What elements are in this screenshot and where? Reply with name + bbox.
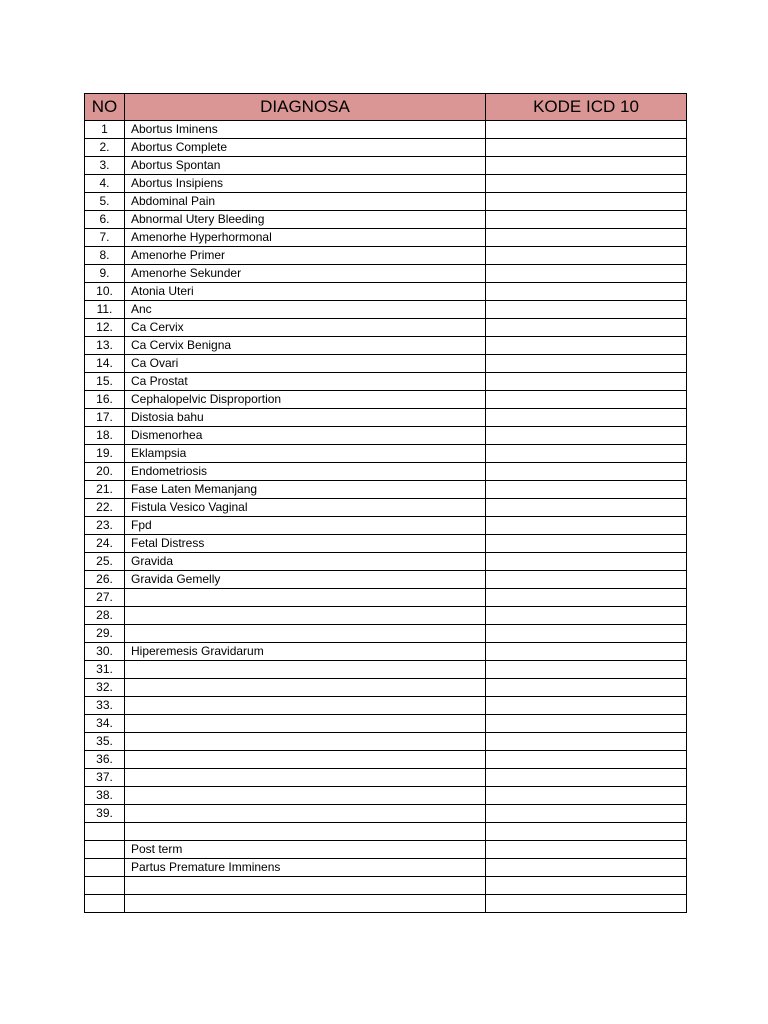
icd-code-cell xyxy=(486,715,687,733)
table-row xyxy=(85,265,687,283)
table-row xyxy=(85,841,687,859)
row-number: 1 xyxy=(85,121,125,139)
table-row xyxy=(85,463,687,481)
table-row xyxy=(85,499,687,517)
icd-code-cell xyxy=(486,643,687,661)
table-row xyxy=(85,229,687,247)
table-row xyxy=(85,751,687,769)
icd-code-cell xyxy=(486,463,687,481)
row-number: 12. xyxy=(85,319,125,337)
row-number: 5. xyxy=(85,193,125,211)
table-row xyxy=(85,373,687,391)
diagnosis-cell: Abnormal Utery Bleeding xyxy=(125,211,486,229)
diagnosis-cell xyxy=(125,823,486,841)
table-row xyxy=(85,607,687,625)
row-number: 2. xyxy=(85,139,125,157)
diagnosis-cell: Abortus Spontan xyxy=(125,157,486,175)
icd-code-cell xyxy=(486,337,687,355)
row-number: 21. xyxy=(85,481,125,499)
table-row xyxy=(85,661,687,679)
row-number: 24. xyxy=(85,535,125,553)
row-number: 15. xyxy=(85,373,125,391)
diagnosis-cell xyxy=(125,895,486,913)
table-row xyxy=(85,409,687,427)
row-number: 18. xyxy=(85,427,125,445)
row-number: 37. xyxy=(85,769,125,787)
diagnosis-cell: Anc xyxy=(125,301,486,319)
diagnosis-cell xyxy=(125,697,486,715)
icd-code-cell xyxy=(486,553,687,571)
row-number: 30. xyxy=(85,643,125,661)
icd-code-cell xyxy=(486,697,687,715)
icd-code-cell xyxy=(486,391,687,409)
icd-code-cell xyxy=(486,517,687,535)
row-number: 14. xyxy=(85,355,125,373)
icd-code-cell xyxy=(486,787,687,805)
icd-code-cell xyxy=(486,535,687,553)
diagnosis-cell: Ca Prostat xyxy=(125,373,486,391)
diagnosis-cell xyxy=(125,733,486,751)
icd-code-cell xyxy=(486,409,687,427)
icd-code-cell xyxy=(486,445,687,463)
diagnosis-cell: Atonia Uteri xyxy=(125,283,486,301)
diagnosis-cell xyxy=(125,805,486,823)
diagnosis-cell xyxy=(125,607,486,625)
diagnosis-cell xyxy=(125,625,486,643)
table-row xyxy=(85,859,687,877)
diagnosis-cell: Abortus Insipiens xyxy=(125,175,486,193)
row-number: 29. xyxy=(85,625,125,643)
table-row xyxy=(85,337,687,355)
diagnosis-cell: Gravida Gemelly xyxy=(125,571,486,589)
diagnosis-cell: Ca Cervix Benigna xyxy=(125,337,486,355)
row-number xyxy=(85,823,125,841)
row-number: 17. xyxy=(85,409,125,427)
icd-code-cell xyxy=(486,139,687,157)
diagnosis-cell xyxy=(125,715,486,733)
diagnosis-cell: Endometriosis xyxy=(125,463,486,481)
table-row xyxy=(85,535,687,553)
row-number: 6. xyxy=(85,211,125,229)
diagnosis-cell: Abortus Iminens xyxy=(125,121,486,139)
table-row xyxy=(85,769,687,787)
icd-code-cell xyxy=(486,265,687,283)
row-number: 13. xyxy=(85,337,125,355)
row-number: 33. xyxy=(85,697,125,715)
diagnosis-cell: Cephalopelvic Disproportion xyxy=(125,391,486,409)
diagnosis-cell: Fpd xyxy=(125,517,486,535)
diagnosis-cell: Amenorhe Primer xyxy=(125,247,486,265)
diagnosis-cell: Distosia bahu xyxy=(125,409,486,427)
diagnosis-cell: Abdominal Pain xyxy=(125,193,486,211)
table-body xyxy=(85,121,687,913)
table-row xyxy=(85,733,687,751)
icd-code-cell xyxy=(486,247,687,265)
icd-code-cell xyxy=(486,805,687,823)
diagnosis-cell: Hiperemesis Gravidarum xyxy=(125,643,486,661)
row-number: 27. xyxy=(85,589,125,607)
row-number: 20. xyxy=(85,463,125,481)
table-row xyxy=(85,679,687,697)
table-row xyxy=(85,247,687,265)
icd-code-cell xyxy=(486,751,687,769)
icd-code-cell xyxy=(486,211,687,229)
row-number: 16. xyxy=(85,391,125,409)
table-row xyxy=(85,175,687,193)
row-number: 23. xyxy=(85,517,125,535)
diagnosis-cell: Abortus Complete xyxy=(125,139,486,157)
row-number: 28. xyxy=(85,607,125,625)
icd-code-cell xyxy=(486,427,687,445)
table-row xyxy=(85,643,687,661)
table-row xyxy=(85,445,687,463)
diagnosis-cell: Ca Cervix xyxy=(125,319,486,337)
diagnosis-cell: Dismenorhea xyxy=(125,427,486,445)
icd-code-cell xyxy=(486,841,687,859)
table-row xyxy=(85,283,687,301)
header-no: NO xyxy=(85,94,125,121)
row-number: 36. xyxy=(85,751,125,769)
diagnosis-cell: Post term xyxy=(125,841,486,859)
diagnosis-cell: Fistula Vesico Vaginal xyxy=(125,499,486,517)
icd-code-cell xyxy=(486,499,687,517)
icd-code-cell xyxy=(486,823,687,841)
row-number: 22. xyxy=(85,499,125,517)
row-number: 35. xyxy=(85,733,125,751)
icd-code-cell xyxy=(486,319,687,337)
row-number xyxy=(85,877,125,895)
table-row xyxy=(85,715,687,733)
table-row xyxy=(85,697,687,715)
icd-code-cell xyxy=(486,157,687,175)
table-row xyxy=(85,301,687,319)
icd-code-cell xyxy=(486,625,687,643)
icd-code-cell xyxy=(486,679,687,697)
row-number: 7. xyxy=(85,229,125,247)
table-row xyxy=(85,589,687,607)
row-number: 38. xyxy=(85,787,125,805)
diagnosis-cell xyxy=(125,769,486,787)
header-kode-icd: KODE ICD 10 xyxy=(486,94,687,121)
table-row xyxy=(85,157,687,175)
diagnosis-table xyxy=(84,93,687,913)
row-number: 9. xyxy=(85,265,125,283)
icd-code-cell xyxy=(486,175,687,193)
icd-code-cell xyxy=(486,229,687,247)
diagnosis-cell: Ca Ovari xyxy=(125,355,486,373)
row-number: 39. xyxy=(85,805,125,823)
icd-code-cell xyxy=(486,571,687,589)
diagnosis-cell: Gravida xyxy=(125,553,486,571)
table-row xyxy=(85,427,687,445)
table-row xyxy=(85,517,687,535)
row-number: 32. xyxy=(85,679,125,697)
table-row xyxy=(85,319,687,337)
header-diagnosa: DIAGNOSA xyxy=(125,94,486,121)
row-number: 8. xyxy=(85,247,125,265)
diagnosis-cell: Eklampsia xyxy=(125,445,486,463)
icd-code-cell xyxy=(486,193,687,211)
row-number: 4. xyxy=(85,175,125,193)
icd-code-cell xyxy=(486,355,687,373)
diagnosis-cell xyxy=(125,787,486,805)
row-number: 34. xyxy=(85,715,125,733)
row-number: 26. xyxy=(85,571,125,589)
document-sheet xyxy=(84,93,686,913)
icd-code-cell xyxy=(486,301,687,319)
diagnosis-cell xyxy=(125,877,486,895)
icd-code-cell xyxy=(486,283,687,301)
diagnosis-cell xyxy=(125,661,486,679)
icd-code-cell xyxy=(486,661,687,679)
diagnosis-cell: Partus Premature Imminens xyxy=(125,859,486,877)
diagnosis-cell xyxy=(125,751,486,769)
icd-code-cell xyxy=(486,607,687,625)
diagnosis-cell: Amenorhe Hyperhormonal xyxy=(125,229,486,247)
icd-code-cell xyxy=(486,121,687,139)
icd-code-cell xyxy=(486,877,687,895)
icd-code-cell xyxy=(486,373,687,391)
icd-code-cell xyxy=(486,895,687,913)
table-row xyxy=(85,481,687,499)
table-row xyxy=(85,121,687,139)
diagnosis-cell: Fetal Distress xyxy=(125,535,486,553)
table-row xyxy=(85,355,687,373)
table-row xyxy=(85,895,687,913)
table-header-row xyxy=(85,94,687,121)
diagnosis-cell xyxy=(125,589,486,607)
table-row xyxy=(85,823,687,841)
icd-code-cell xyxy=(486,859,687,877)
row-number: 3. xyxy=(85,157,125,175)
table-row xyxy=(85,787,687,805)
row-number: 19. xyxy=(85,445,125,463)
table-row xyxy=(85,139,687,157)
table-row xyxy=(85,625,687,643)
table-row xyxy=(85,877,687,895)
icd-code-cell xyxy=(486,589,687,607)
table-row xyxy=(85,805,687,823)
row-number xyxy=(85,859,125,877)
icd-code-cell xyxy=(486,769,687,787)
icd-code-cell xyxy=(486,733,687,751)
row-number xyxy=(85,841,125,859)
icd-code-cell xyxy=(486,481,687,499)
table-row xyxy=(85,571,687,589)
row-number: 11. xyxy=(85,301,125,319)
row-number: 25. xyxy=(85,553,125,571)
row-number: 10. xyxy=(85,283,125,301)
row-number: 31. xyxy=(85,661,125,679)
diagnosis-cell xyxy=(125,679,486,697)
table-row xyxy=(85,391,687,409)
table-row xyxy=(85,193,687,211)
diagnosis-cell: Fase Laten Memanjang xyxy=(125,481,486,499)
row-number xyxy=(85,895,125,913)
table-row xyxy=(85,553,687,571)
diagnosis-cell: Amenorhe Sekunder xyxy=(125,265,486,283)
table-row xyxy=(85,211,687,229)
